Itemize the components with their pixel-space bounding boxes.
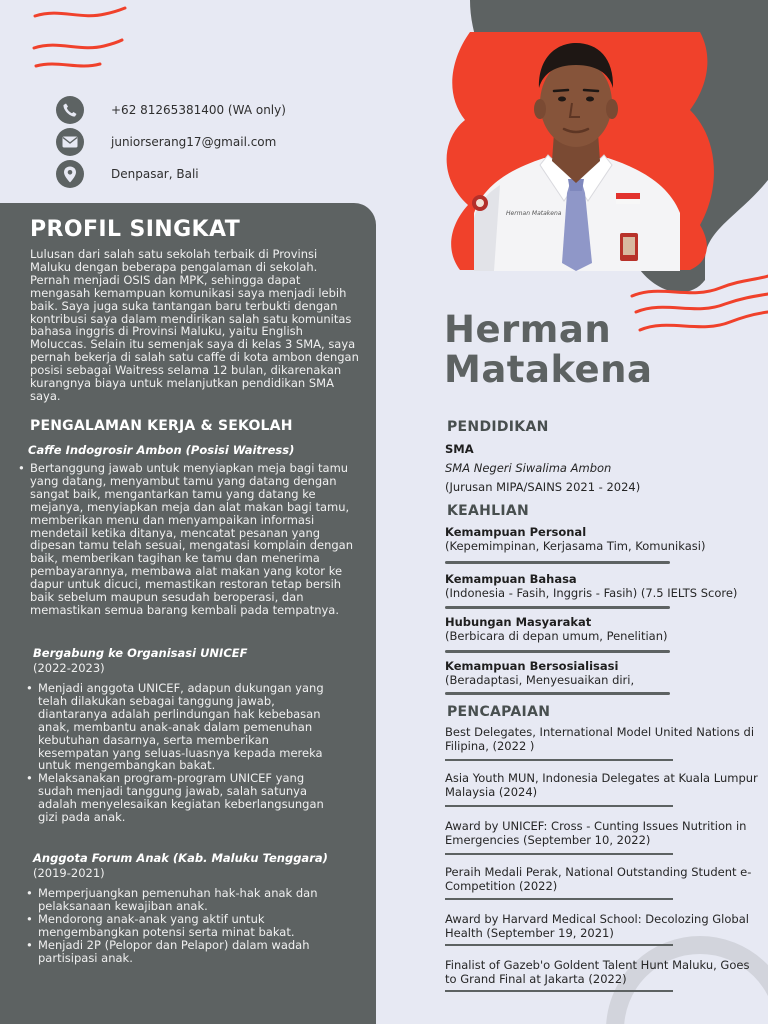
skill-social-bar — [445, 692, 670, 695]
job-caffe-bullets — [18, 462, 363, 617]
achievements-title: PENCAPAIAN — [447, 704, 551, 720]
list-item: • Memperjuangkan pemenuhan hak-hak anak dan pelaksanaan kewajiban anak. — [26, 887, 326, 913]
achievement-item: Award by Harvard Medical School: Decolozing Global Health (September 19, 2021) — [445, 912, 749, 940]
profile-title: PROFIL SINGKAT — [30, 217, 241, 242]
phone-icon — [56, 96, 84, 124]
skills-title: KEAHLIAN — [447, 503, 530, 519]
job-forum-anak-bullets — [26, 887, 326, 964]
education-major: (Jurusan MIPA/SAINS 2021 - 2024) — [445, 480, 641, 494]
achievement-item: Asia Youth MUN, Indonesia Delegates at Kuala Lumpur Malaysia (2024) — [445, 771, 758, 799]
achievement-divider — [445, 805, 673, 807]
list-item: • Melaksanakan program-program UNICEF yang sudah menjadi tanggung jawab, salah satunya adalah menyelesaikan kegiatan keberlangsungan gizi pada anak. — [26, 772, 326, 824]
skill-personal-bar — [445, 561, 670, 564]
skill-public-relations-bar — [445, 650, 670, 653]
profile-photo — [444, 33, 708, 271]
skill-language-bar — [445, 606, 670, 609]
achievement-divider — [445, 990, 673, 992]
achievement-item: Award by UNICEF: Cross - Cunting Issues Nutrition in Emergencies (September 10, 2022) — [445, 819, 747, 847]
skill-public-relations-name: Hubungan Masyarakat — [445, 615, 592, 629]
location-pin-icon — [56, 160, 84, 188]
job-title-unicef: Bergabung ke Organisasi UNICEF — [33, 646, 248, 660]
location-text: Denpasar, Bali — [111, 167, 199, 181]
skill-social-detail: (Beradaptasi, Menyesuaikan diri, — [445, 673, 635, 687]
skill-social-name: Kemampuan Bersosialisasi — [445, 659, 619, 673]
skill-language-name: Kemampuan Bahasa — [445, 572, 577, 586]
phone-number[interactable]: +62 81265381400 (WA only) — [111, 103, 286, 117]
job-unicef-bullets — [26, 682, 326, 824]
experience-title: PENGALAMAN KERJA & SEKOLAH — [30, 418, 293, 434]
job-period-unicef: (2022-2023) — [33, 661, 105, 675]
education-school: SMA Negeri Siwalima Ambon — [445, 461, 612, 475]
skill-personal-name: Kemampuan Personal — [445, 525, 587, 539]
first-name: Herman — [444, 308, 612, 351]
contact-location-row — [56, 159, 199, 189]
skill-personal-detail: (Kepemimpinan, Kerjasama Tim, Komunikasi) — [445, 539, 706, 553]
skill-language-detail: (Indonesia - Fasih, Inggris - Fasih) (7.5 IELTS Score) — [445, 586, 738, 600]
skill-public-relations-detail: (Berbicara di depan umum, Penelitian) — [445, 629, 668, 643]
achievement-divider — [445, 898, 673, 900]
job-period-forum-anak: (2019-2021) — [33, 866, 105, 880]
left-panel — [0, 203, 376, 1024]
achievement-divider — [445, 759, 673, 761]
svg-text:Herman Matakena: Herman Matakena — [506, 210, 562, 217]
achievement-divider — [445, 853, 673, 855]
job-title-forum-anak: Anggota Forum Anak (Kab. Maluku Tenggara) — [33, 851, 328, 865]
achievement-item: Best Delegates, International Model United Nations di Filipina, (2022 ) — [445, 725, 755, 753]
full-name — [444, 310, 652, 390]
education-title: PENDIDIKAN — [447, 419, 549, 435]
squiggle-top-left — [34, 8, 125, 66]
list-item: • Menjadi 2P (Pelopor dan Pelapor) dalam wadah partisipasi anak. — [26, 939, 326, 965]
contact-email-row — [56, 127, 277, 157]
list-item: • Mendorong anak-anak yang aktif untuk mengembangkan potensi serta minat bakat. — [26, 913, 326, 939]
education-level: SMA — [445, 442, 474, 456]
achievement-item: Finalist of Gazeb'o Goldent Talent Hunt Maluku, Goes to Grand Final at Jakarta (2022) — [445, 958, 750, 986]
profile-summary: Lulusan dari salah satu sekolah terbaik di Provinsi Maluku dengan beberapa pengalaman di sekolah. Pernah menjadi OSIS dan MPK, sehingga dapat mengasah kemampuan komunikasi saya menjadi lebih baik. Saya juga suka tantangan baru terbukti dengan kontribusi saya dalam mendirikan salah satu komunitas bahasa inggris di Provinsi Maluku, yaitu English Moluccas. Selain itu semenjak saya di kelas 3 SMA, saya pernah bekerja di salah satu caffe di kota ambon dengan posisi sebagai Waitress selama 12 bulan, dikarenakan kurangnya biaya untuk melanjutkan pendidikan SMA saya. — [30, 247, 359, 403]
achievement-divider — [445, 944, 673, 946]
job-title-caffe: Caffe Indogrosir Ambon (Posisi Waitress) — [28, 443, 295, 457]
last-name: Matakena — [444, 348, 653, 391]
mail-icon — [56, 128, 84, 156]
email-address[interactable]: juniorserang17@gmail.com — [111, 135, 277, 149]
list-item: • Menjadi anggota UNICEF, adapun dukungan yang telah dilakukan sebagai tanggung jawab, diantaranya adalah perlindungan hak kebebasan anak, membantu anak-anak dalam pemenuhan kebutuhan dasarnya, serta memberikan kesempatan yang seluas-luasnya kepada mereka untuk mengembangkan bakat. — [26, 682, 326, 772]
contact-phone-row — [56, 95, 286, 125]
list-item: • Bertanggung jawab untuk menyiapkan meja bagi tamu yang datang, menyambut tamu yang datang dengan sangat baik, mengantarkan tamu yang datang ke mejanya, menyiapkan meja dan alat makan bagi tamu, memberikan menu dan menyampaikan informasi mendetail ketika ditanya, mencatat pesanan yang dipesan tamu telah sesuai, mengatasi komplain dengan baik, memberikan tagihan ke tamu dan menerima pembayarannya, membawa alat makan yang kotor ke dapur untuk dicuci, memastikan restoran tetap bersih baik sebelum maupun sesudah beroperasi, dan memastikan semua barang kembali pada tempatnya. — [18, 462, 363, 617]
achievement-item: Peraih Medali Perak, National Outstanding Student e-Competition (2022) — [445, 865, 752, 893]
